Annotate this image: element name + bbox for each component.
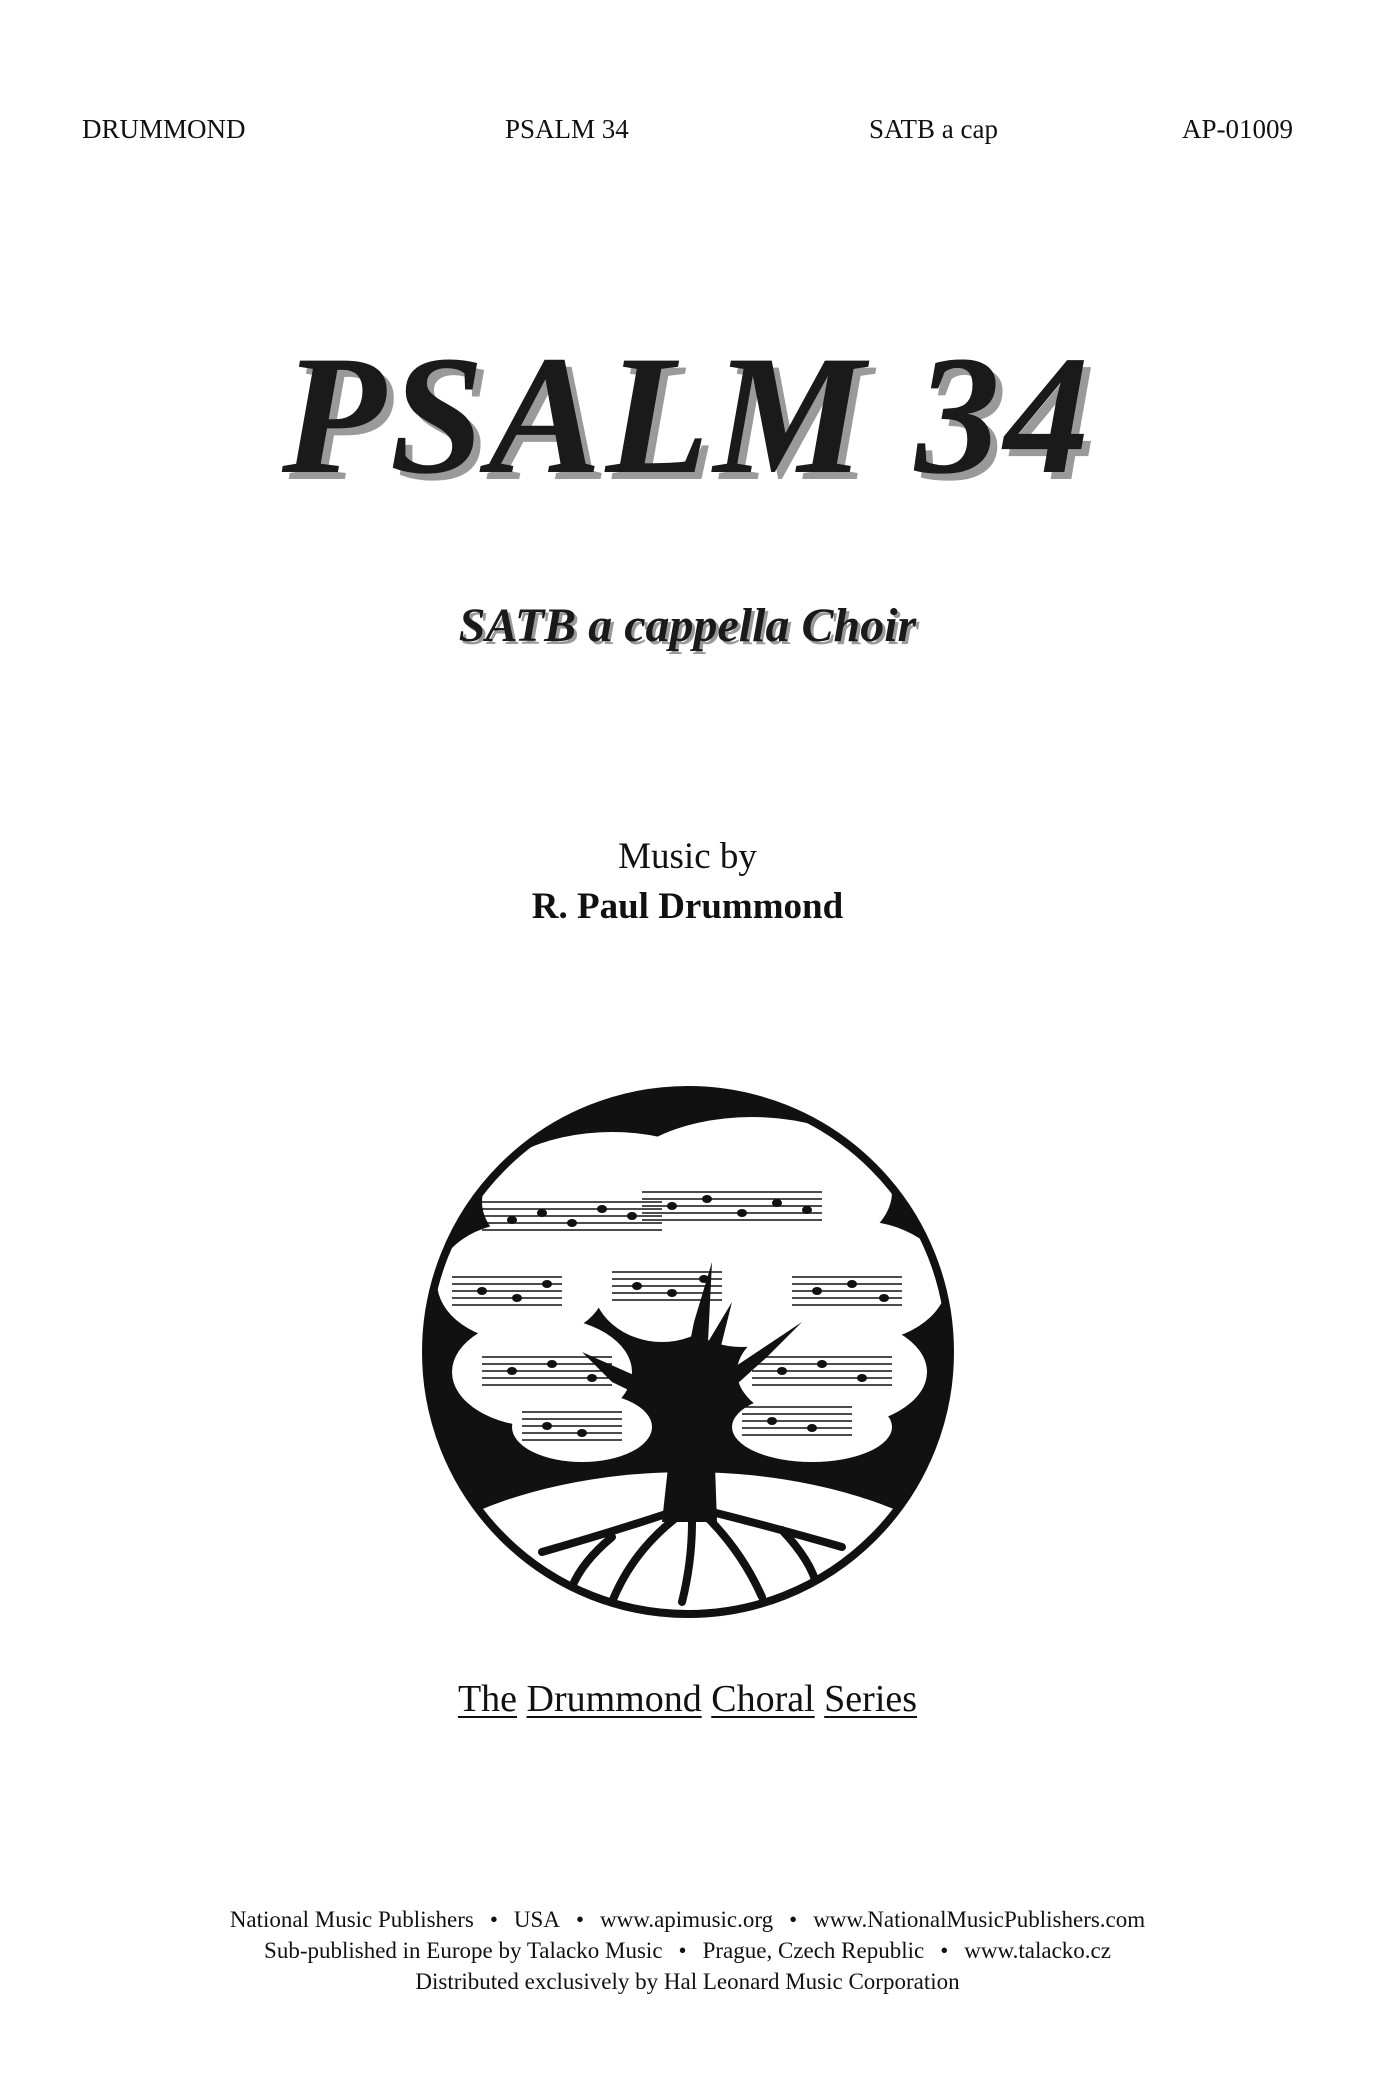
separator-bullet: • — [940, 1938, 949, 1963]
music-by-label: Music by — [618, 836, 757, 877]
header-voicing: SATB a cap — [869, 114, 998, 144]
separator-bullet: • — [789, 1907, 798, 1932]
header-title: PSALM 34 — [505, 114, 629, 144]
series-word-drummond: Drummond — [526, 1678, 702, 1720]
publisher-country: USA — [513, 1907, 560, 1932]
publisher-footer — [0, 1904, 1375, 1997]
separator-bullet: • — [575, 1907, 584, 1932]
sub-publisher-website: www.talacko.cz — [964, 1938, 1111, 1963]
footer-line-1 — [0, 1904, 1375, 1935]
series-name — [0, 1680, 1375, 1718]
tree-of-music-logo — [412, 1082, 964, 1622]
footer-line-3: Distributed exclusively by Hal Leonard Music Corporation — [415, 1969, 960, 1994]
series-word-series: Series — [824, 1678, 918, 1720]
publisher-name: National Music Publishers — [229, 1907, 474, 1932]
header-composer: DRUMMOND — [82, 114, 246, 144]
series-word-the: The — [457, 1678, 518, 1720]
separator-bullet: • — [489, 1907, 498, 1932]
series-word-choral: Choral — [711, 1678, 815, 1720]
header-catalog-number: AP-01009 — [1181, 114, 1293, 144]
publisher-website-nmp: www.NationalMusicPublishers.com — [813, 1907, 1146, 1932]
publisher-website-api: www.apimusic.org — [600, 1907, 774, 1932]
page-title: PSALM 34 — [281, 321, 1094, 509]
sub-publisher: Sub-published in Europe by Talacko Music — [264, 1938, 663, 1963]
page-subtitle: SATB a cappella Choir — [458, 599, 917, 652]
header-bar — [82, 114, 1293, 154]
footer-line-2 — [0, 1935, 1375, 1966]
composer-name: R. Paul Drummond — [531, 886, 844, 927]
separator-bullet: • — [678, 1938, 687, 1963]
sub-publisher-location: Prague, Czech Republic — [702, 1938, 925, 1963]
